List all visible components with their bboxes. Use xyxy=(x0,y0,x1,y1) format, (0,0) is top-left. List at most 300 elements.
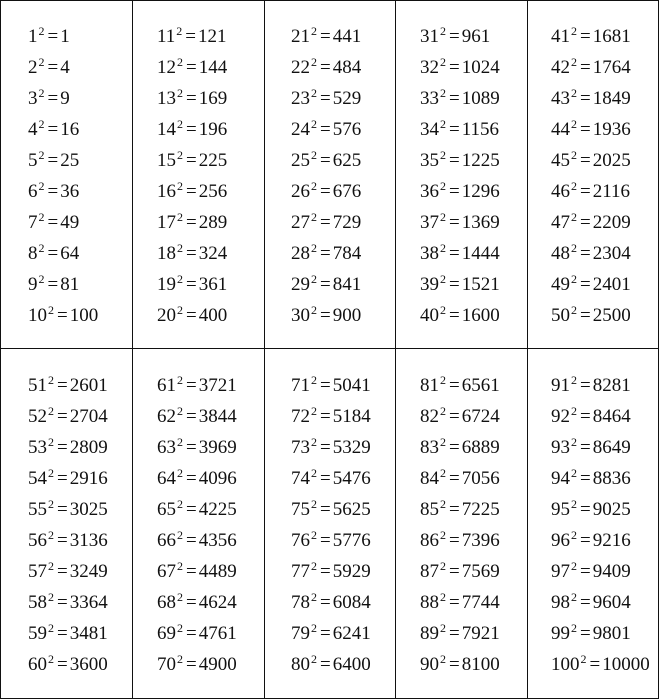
square-equation xyxy=(420,558,527,589)
square-base: 71 xyxy=(291,375,310,396)
square-exponent: 2 xyxy=(177,55,183,69)
square-base: 57 xyxy=(28,561,47,582)
equals-sign: = xyxy=(320,212,331,233)
square-base: 48 xyxy=(551,243,570,264)
square-value: 2704 xyxy=(69,406,108,427)
square-exponent: 2 xyxy=(571,210,577,224)
square-exponent: 2 xyxy=(440,272,446,286)
square-equation xyxy=(420,434,527,465)
square-equation xyxy=(551,54,658,85)
square-exponent: 2 xyxy=(177,652,183,666)
square-value: 841 xyxy=(332,274,362,295)
square-base: 4 xyxy=(28,119,38,140)
square-base: 86 xyxy=(420,530,439,551)
square-exponent: 2 xyxy=(571,148,577,162)
equals-sign: = xyxy=(449,274,460,295)
square-exponent: 2 xyxy=(38,86,45,100)
square-value: 144 xyxy=(198,57,228,78)
square-exponent: 2 xyxy=(177,86,183,100)
square-equation xyxy=(291,302,395,333)
square-value: 8649 xyxy=(592,437,631,458)
equals-sign: = xyxy=(186,623,197,644)
square-equation xyxy=(551,147,658,178)
square-value: 3364 xyxy=(69,592,108,613)
equals-sign: = xyxy=(580,88,591,109)
equals-sign: = xyxy=(580,468,591,489)
square-equation xyxy=(28,558,132,589)
equals-sign: = xyxy=(57,654,68,675)
square-exponent: 2 xyxy=(177,303,183,317)
square-value: 3844 xyxy=(198,406,237,427)
square-exponent: 2 xyxy=(311,179,317,193)
square-base: 9 xyxy=(28,274,38,295)
square-equation xyxy=(28,147,132,178)
square-base: 97 xyxy=(551,561,570,582)
square-value: 6241 xyxy=(332,623,371,644)
square-equation xyxy=(291,178,395,209)
equals-sign: = xyxy=(449,592,460,613)
square-base: 36 xyxy=(420,181,439,202)
square-base: 88 xyxy=(420,592,439,613)
equals-sign: = xyxy=(57,305,68,326)
square-base: 91 xyxy=(551,375,570,396)
square-value: 4624 xyxy=(198,592,237,613)
equals-sign: = xyxy=(580,274,591,295)
square-exponent: 2 xyxy=(38,272,45,286)
square-base: 96 xyxy=(551,530,570,551)
square-value: 324 xyxy=(198,243,228,264)
square-value: 81 xyxy=(60,274,80,295)
square-exponent: 2 xyxy=(440,24,446,38)
square-value: 1369 xyxy=(461,212,500,233)
equals-sign: = xyxy=(580,406,591,427)
square-exponent: 2 xyxy=(580,652,587,666)
equals-sign: = xyxy=(47,88,59,109)
square-equation xyxy=(291,651,395,682)
square-value: 625 xyxy=(332,150,362,171)
square-base: 16 xyxy=(157,181,176,202)
equals-sign: = xyxy=(320,592,331,613)
square-equation xyxy=(420,372,527,403)
equals-sign: = xyxy=(580,57,591,78)
equals-sign: = xyxy=(580,305,591,326)
square-equation xyxy=(28,178,132,209)
square-exponent: 2 xyxy=(440,466,446,480)
square-base: 63 xyxy=(157,437,176,458)
square-equation xyxy=(28,496,132,527)
square-exponent: 2 xyxy=(48,404,54,418)
square-equation xyxy=(28,589,132,620)
square-exponent: 2 xyxy=(177,590,183,604)
equals-sign: = xyxy=(185,26,197,47)
square-equation xyxy=(551,620,658,651)
square-value: 2116 xyxy=(592,181,631,202)
square-base: 20 xyxy=(157,305,176,326)
equals-sign: = xyxy=(320,499,331,520)
square-base: 90 xyxy=(420,654,439,675)
square-equation xyxy=(157,620,264,651)
square-base: 93 xyxy=(551,437,570,458)
square-value: 441 xyxy=(332,26,362,47)
square-value: 400 xyxy=(198,305,228,326)
equals-sign: = xyxy=(47,274,59,295)
square-value: 484 xyxy=(332,57,362,78)
square-exponent: 2 xyxy=(440,621,446,635)
square-equation xyxy=(28,434,132,465)
square-base: 87 xyxy=(420,561,439,582)
square-exponent: 2 xyxy=(311,148,317,162)
square-value: 729 xyxy=(332,212,362,233)
square-value: 3136 xyxy=(69,530,108,551)
square-base: 26 xyxy=(291,181,310,202)
square-equation xyxy=(420,496,527,527)
equals-sign: = xyxy=(449,437,460,458)
equals-sign: = xyxy=(449,212,460,233)
equals-sign: = xyxy=(186,274,197,295)
square-equation xyxy=(28,302,132,333)
equals-sign: = xyxy=(589,654,601,675)
square-exponent: 2 xyxy=(571,373,577,387)
square-value: 1764 xyxy=(592,57,631,78)
square-value: 1444 xyxy=(461,243,500,264)
square-exponent: 2 xyxy=(177,497,183,511)
equals-sign: = xyxy=(186,437,197,458)
square-base: 40 xyxy=(420,305,439,326)
squares-cell-51-to-60 xyxy=(1,349,133,698)
square-equation xyxy=(420,116,527,147)
square-equation xyxy=(291,271,395,302)
square-value: 3481 xyxy=(69,623,108,644)
square-equation xyxy=(420,147,527,178)
equals-sign: = xyxy=(186,530,197,551)
square-exponent: 2 xyxy=(571,404,577,418)
equals-sign: = xyxy=(320,561,331,582)
square-value: 1225 xyxy=(461,150,500,171)
square-exponent: 2 xyxy=(440,117,446,131)
square-base: 22 xyxy=(291,57,310,78)
square-equation xyxy=(291,372,395,403)
equals-sign: = xyxy=(580,623,591,644)
square-base: 47 xyxy=(551,212,570,233)
square-value: 576 xyxy=(332,119,362,140)
equals-sign: = xyxy=(449,468,460,489)
square-exponent: 2 xyxy=(571,590,577,604)
square-value: 64 xyxy=(60,243,80,264)
square-value: 2401 xyxy=(592,274,631,295)
square-equation xyxy=(291,240,395,271)
square-exponent: 2 xyxy=(177,404,183,418)
square-base: 80 xyxy=(291,654,310,675)
square-exponent: 2 xyxy=(311,210,317,224)
square-value: 7396 xyxy=(461,530,500,551)
equals-sign: = xyxy=(47,243,59,264)
square-base: 5 xyxy=(28,150,38,171)
equals-sign: = xyxy=(186,468,197,489)
square-exponent: 2 xyxy=(571,86,577,100)
equals-sign: = xyxy=(320,623,331,644)
square-equation xyxy=(157,209,264,240)
square-exponent: 2 xyxy=(311,652,317,666)
square-base: 17 xyxy=(157,212,176,233)
square-value: 3969 xyxy=(198,437,237,458)
square-base: 92 xyxy=(551,406,570,427)
square-exponent: 2 xyxy=(571,303,577,317)
square-equation xyxy=(157,302,264,333)
square-base: 66 xyxy=(157,530,176,551)
square-value: 5929 xyxy=(332,561,371,582)
squares-cell-11-to-20 xyxy=(133,1,265,349)
square-base: 34 xyxy=(420,119,439,140)
square-exponent: 2 xyxy=(571,179,577,193)
square-value: 256 xyxy=(198,181,228,202)
square-base: 60 xyxy=(28,654,47,675)
equals-sign: = xyxy=(186,212,197,233)
square-base: 54 xyxy=(28,468,47,489)
square-base: 2 xyxy=(28,57,38,78)
square-base: 82 xyxy=(420,406,439,427)
square-equation xyxy=(157,527,264,558)
square-value: 1521 xyxy=(461,274,500,295)
square-equation xyxy=(551,240,658,271)
square-equation xyxy=(157,23,264,54)
square-exponent: 2 xyxy=(311,272,317,286)
square-exponent: 2 xyxy=(571,466,577,480)
square-value: 3025 xyxy=(69,499,108,520)
square-equation xyxy=(420,23,527,54)
square-exponent: 2 xyxy=(571,272,577,286)
square-value: 7569 xyxy=(461,561,500,582)
square-value: 7744 xyxy=(461,592,500,613)
square-equation xyxy=(420,85,527,116)
equals-sign: = xyxy=(186,592,197,613)
square-base: 35 xyxy=(420,150,439,171)
equals-sign: = xyxy=(57,623,68,644)
square-equation xyxy=(551,271,658,302)
square-exponent: 2 xyxy=(311,466,317,480)
square-equation xyxy=(551,496,658,527)
square-base: 38 xyxy=(420,243,439,264)
square-equation xyxy=(420,589,527,620)
square-equation xyxy=(551,372,658,403)
square-value: 1 xyxy=(60,26,70,47)
square-exponent: 2 xyxy=(38,117,45,131)
square-equation xyxy=(28,23,132,54)
square-exponent: 2 xyxy=(440,528,446,542)
equals-sign: = xyxy=(47,150,59,171)
squares-cell-81-to-90 xyxy=(396,349,528,698)
square-exponent: 2 xyxy=(48,466,54,480)
square-exponent: 2 xyxy=(311,303,317,317)
square-equation xyxy=(551,116,658,147)
square-base: 68 xyxy=(157,592,176,613)
equals-sign: = xyxy=(320,119,331,140)
square-base: 24 xyxy=(291,119,310,140)
equals-sign: = xyxy=(449,561,460,582)
square-base: 73 xyxy=(291,437,310,458)
equals-sign: = xyxy=(57,561,68,582)
square-base: 72 xyxy=(291,406,310,427)
equals-sign: = xyxy=(320,406,331,427)
square-exponent: 2 xyxy=(177,148,183,162)
equals-sign: = xyxy=(57,592,68,613)
square-base: 65 xyxy=(157,499,176,520)
square-equation xyxy=(420,651,527,682)
equals-sign: = xyxy=(186,150,197,171)
square-base: 61 xyxy=(157,375,176,396)
equals-sign: = xyxy=(320,181,331,202)
equals-sign: = xyxy=(449,305,460,326)
square-equation xyxy=(28,209,132,240)
square-base: 6 xyxy=(28,181,38,202)
square-exponent: 2 xyxy=(311,621,317,635)
square-exponent: 2 xyxy=(38,148,45,162)
square-equation xyxy=(28,372,132,403)
square-base: 14 xyxy=(157,119,176,140)
equals-sign: = xyxy=(320,274,331,295)
square-value: 4096 xyxy=(198,468,237,489)
square-equation xyxy=(28,240,132,271)
square-equation xyxy=(157,465,264,496)
square-value: 1156 xyxy=(461,119,500,140)
square-equation xyxy=(28,54,132,85)
square-equation xyxy=(157,651,264,682)
square-equation xyxy=(291,116,395,147)
square-exponent: 2 xyxy=(311,404,317,418)
square-value: 9604 xyxy=(592,592,631,613)
square-exponent: 2 xyxy=(571,435,577,449)
square-base: 62 xyxy=(157,406,176,427)
square-equation xyxy=(420,620,527,651)
square-base: 100 xyxy=(551,654,580,675)
square-exponent: 2 xyxy=(48,497,54,511)
equals-sign: = xyxy=(57,468,68,489)
square-value: 961 xyxy=(461,26,491,47)
square-value: 5329 xyxy=(332,437,371,458)
square-exponent: 2 xyxy=(48,303,54,317)
equals-sign: = xyxy=(186,305,197,326)
square-base: 44 xyxy=(551,119,570,140)
square-exponent: 2 xyxy=(440,590,446,604)
square-base: 28 xyxy=(291,243,310,264)
square-base: 45 xyxy=(551,150,570,171)
square-value: 1024 xyxy=(461,57,500,78)
square-equation xyxy=(291,558,395,589)
square-equation xyxy=(551,178,658,209)
square-value: 2304 xyxy=(592,243,631,264)
square-equation xyxy=(157,434,264,465)
square-equation xyxy=(157,178,264,209)
square-exponent: 2 xyxy=(38,55,45,69)
square-base: 59 xyxy=(28,623,47,644)
square-equation xyxy=(28,465,132,496)
square-base: 83 xyxy=(420,437,439,458)
square-value: 1089 xyxy=(461,88,500,109)
equals-sign: = xyxy=(449,530,460,551)
equals-sign: = xyxy=(580,119,591,140)
square-exponent: 2 xyxy=(440,559,446,573)
equals-sign: = xyxy=(580,375,591,396)
square-value: 4356 xyxy=(198,530,237,551)
square-equation xyxy=(291,85,395,116)
square-value: 5184 xyxy=(332,406,371,427)
square-equation xyxy=(28,271,132,302)
square-exponent: 2 xyxy=(440,373,446,387)
square-equation xyxy=(551,558,658,589)
square-exponent: 2 xyxy=(440,179,446,193)
square-base: 39 xyxy=(420,274,439,295)
square-exponent: 2 xyxy=(48,652,54,666)
squares-cell-91-to-100 xyxy=(528,349,658,698)
square-base: 94 xyxy=(551,468,570,489)
square-equation xyxy=(157,116,264,147)
squares-cell-61-to-70 xyxy=(133,349,265,698)
square-base: 46 xyxy=(551,181,570,202)
square-value: 49 xyxy=(60,212,80,233)
square-value: 8281 xyxy=(592,375,631,396)
equals-sign: = xyxy=(320,530,331,551)
equals-sign: = xyxy=(186,561,197,582)
square-base: 95 xyxy=(551,499,570,520)
equals-sign: = xyxy=(580,530,591,551)
square-exponent: 2 xyxy=(48,435,54,449)
square-equation xyxy=(291,620,395,651)
square-exponent: 2 xyxy=(177,435,183,449)
square-exponent: 2 xyxy=(440,435,446,449)
square-exponent: 2 xyxy=(177,241,183,255)
square-value: 2601 xyxy=(69,375,108,396)
square-value: 3249 xyxy=(69,561,108,582)
equals-sign: = xyxy=(449,654,460,675)
square-value: 100 xyxy=(69,305,99,326)
square-value: 2025 xyxy=(592,150,631,171)
square-base: 31 xyxy=(420,26,439,47)
square-equation xyxy=(551,651,658,682)
square-exponent: 2 xyxy=(440,652,446,666)
square-equation xyxy=(157,240,264,271)
square-value: 9409 xyxy=(592,561,631,582)
equals-sign: = xyxy=(186,406,197,427)
square-equation xyxy=(551,589,658,620)
equals-sign: = xyxy=(47,119,59,140)
square-base: 21 xyxy=(291,26,310,47)
square-exponent: 2 xyxy=(177,466,183,480)
square-base: 56 xyxy=(28,530,47,551)
equals-sign: = xyxy=(47,181,59,202)
square-equation xyxy=(157,558,264,589)
square-exponent: 2 xyxy=(177,528,183,542)
square-equation xyxy=(551,302,658,333)
square-value: 1600 xyxy=(461,305,500,326)
square-value: 2209 xyxy=(592,212,631,233)
square-equation xyxy=(291,527,395,558)
equals-sign: = xyxy=(186,119,197,140)
square-base: 70 xyxy=(157,654,176,675)
square-equation xyxy=(157,147,264,178)
square-base: 12 xyxy=(157,57,176,78)
square-exponent: 2 xyxy=(440,148,446,162)
square-equation xyxy=(28,620,132,651)
square-exponent: 2 xyxy=(311,559,317,573)
square-value: 784 xyxy=(332,243,362,264)
square-equation xyxy=(291,434,395,465)
square-exponent: 2 xyxy=(311,373,317,387)
square-value: 16 xyxy=(60,119,80,140)
square-exponent: 2 xyxy=(440,86,446,100)
square-base: 8 xyxy=(28,243,38,264)
square-base: 98 xyxy=(551,592,570,613)
equals-sign: = xyxy=(320,150,331,171)
equals-sign: = xyxy=(186,375,197,396)
